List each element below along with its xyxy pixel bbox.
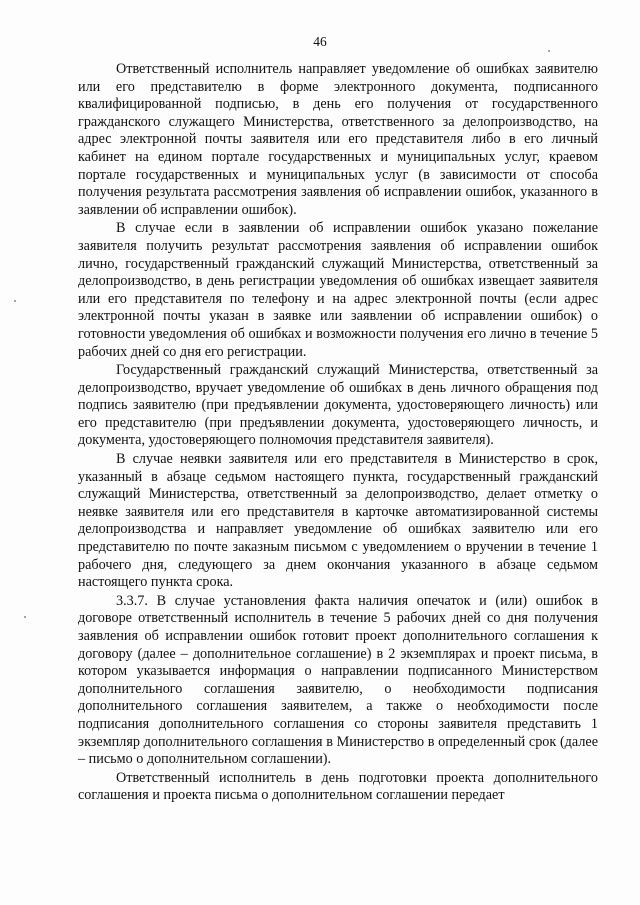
paragraph: В случае неявки заявителя или его представителя в Министерство в срок, указанный в абзаце седьмом настоящего пункта, государственный гражданский служащий Министерства, ответственный за делопроизводство, делает отметку о неявке заявителя или его представителя в карточке автоматизированной системы делопроизводства и направляет уведомление об ошибках заявителю или его представителю по почте заказным письмом с уведомлением о вручении в течение 1 рабочего дня, следующего за днем окончания указанного в абзаце седьмом настоящего пункта срока.	[78, 451, 598, 591]
document-body	[78, 61, 598, 805]
scan-artifact	[14, 300, 16, 302]
paragraph: В случае если в заявлении об исправлении ошибок указано пожелание заявителя получить результат рассмотрения заявления об исправлении ошибок лично, государственный гражданский служащий Министерства, ответственный за делопроизводство, в день регистрации уведомления об ошибках извещает заявителя или его представителя по телефону и на адрес электронной почты (если адрес электронной почты указан в заявке или заявлении об исправлении ошибок) о готовности уведомления об ошибках и возможности получения его лично в течение 5 рабочих дней со дня его регистрации.	[78, 220, 598, 360]
paragraph: Ответственный исполнитель в день подготовки проекта дополнительного соглашения и проекта письма о дополнительном соглашении передает	[78, 769, 598, 804]
paragraph: 3.3.7. В случае установления факта наличия опечаток и (или) ошибок в договоре ответственный исполнитель в течение 5 рабочих дней со дня получения заявления об исправлении ошибок готовит проект дополнительного соглашения к договору (далее – дополнительное соглашение) в 2 экземплярах и проект письма, в котором указывается информация о направлении подписанного Министерством дополнительного соглашения заявителю, о необходимости подписания дополнительного соглашения заявителем, а также о необходимости после подписания дополнительного соглашения со стороны заявителя представить 1 экземпляр дополнительного соглашения в Министерство в определенный срок (далее – письмо о дополнительном соглашении).	[78, 592, 598, 768]
paragraph: Государственный гражданский служащий Министерства, ответственный за делопроизводство, вручает уведомление об ошибках в день личного обращения под подпись заявителю (при предъявлении документа, удостоверяющего личность) или его представителю (при предъявлении документа, удостоверяющего личность, и документа, удостоверяющего полномочия представителя заявителя).	[78, 362, 598, 449]
paragraph: Ответственный исполнитель направляет уведомление об ошибках заявителю или его представителю в форме электронного документа, подписанного квалифицированной подписью, в день его получения от государственного гражданского служащего Министерства, ответственного за делопроизводство, на адрес электронной почты заявителя или его представителя либо в его личный кабинет на едином портале государственных и муниципальных услуг, краевом портале государственных и муниципальных услуг (в зависимости от способа получения результата рассмотрения заявления об исправлении ошибок, указанного в заявлении об исправлении ошибок).	[78, 61, 598, 218]
page-number: 46	[313, 34, 327, 49]
scan-artifact	[24, 616, 26, 618]
scan-artifact	[548, 50, 550, 52]
